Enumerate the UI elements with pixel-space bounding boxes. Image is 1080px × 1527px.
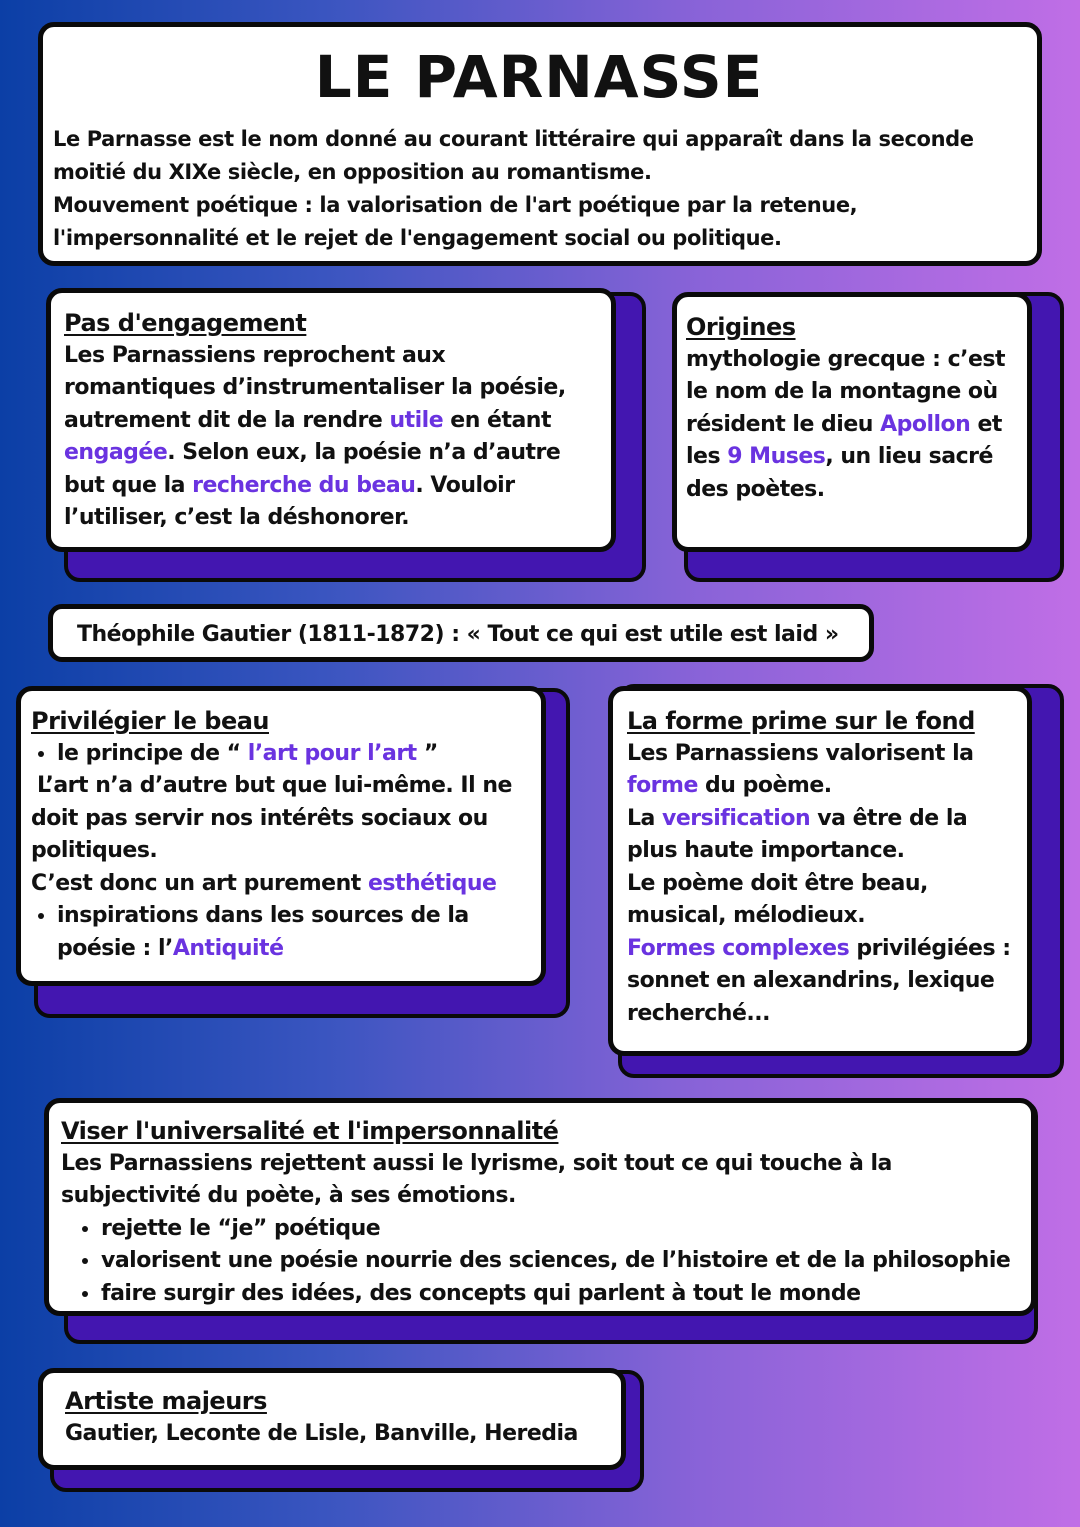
- keyword-esthetique: esthétique: [367, 870, 497, 896]
- origines-text: mythologie grecque : c’est le nom de la montagne où résident le dieu Apollon et les 9 Muses, un lieu sacré des poètes.: [686, 346, 1006, 502]
- beau-esthetique-line: C’est donc un art purement esthétique: [31, 870, 497, 896]
- engagement-heading: Pas d'engagement: [64, 309, 307, 337]
- gautier-quote: Théophile Gautier (1811-1872) : « Tout ce qui est utile est laid »: [77, 622, 839, 647]
- intro-definition: Le Parnasse est le nom donné au courant littéraire qui apparaît dans la seconde moitié du XIXe siècle, en opposition au romantisme.: [53, 127, 974, 184]
- keyword-9-muses: 9 Muses: [727, 444, 826, 469]
- universalite-bullet: • faire surgir des idées, des concepts qui parlent à tout le monde: [101, 1278, 1025, 1311]
- keyword-recherche-du-beau: recherche du beau: [192, 472, 416, 498]
- origines-card: [672, 292, 1032, 552]
- universalite-bullet: • rejette le “je” poétique: [101, 1213, 1025, 1246]
- beau-text: L’art n’a d’autre but que lui-même. Il ne doit pas servir nos intérêts sociaux ou politiques.: [31, 773, 512, 863]
- page-title: LE PARNASSE: [314, 43, 764, 111]
- keyword-formes-complexes: Formes complexes: [627, 935, 850, 961]
- quote-box: [48, 604, 874, 662]
- keyword-utile: utile: [389, 407, 444, 433]
- keyword-art-pour-art: l’art pour l’art: [247, 740, 417, 766]
- beau-card: [16, 686, 546, 986]
- artistes-list: Gautier, Leconte de Lisle, Banville, Heredia: [65, 1420, 578, 1446]
- keyword-antiquite: Antiquité: [172, 935, 284, 961]
- universalite-card: [44, 1098, 1036, 1316]
- forme-card: [608, 686, 1032, 1056]
- universalite-heading: Viser l'universalité et l'impersonnalité: [61, 1117, 559, 1145]
- beau-heading: Privilégier le beau: [31, 707, 269, 735]
- universalite-bullet: • valorisent une poésie nourrie des sciences, de l’histoire et de la philosophie: [101, 1245, 1025, 1278]
- keyword-apollon: Apollon: [880, 411, 971, 437]
- intro-card: [38, 22, 1042, 266]
- forme-text-1: Les Parnassiens valorisent la forme du poème.: [627, 740, 974, 798]
- forme-text-3: Le poème doit être beau, musical, mélodieux.: [627, 870, 928, 928]
- artistes-card: [38, 1368, 626, 1470]
- forme-heading: La forme prime sur le fond: [627, 707, 975, 735]
- keyword-engagee: engagée: [64, 440, 168, 465]
- origines-heading: Origines: [686, 313, 796, 341]
- forme-text-4: Formes complexes privilégiées : sonnet en alexandrins, lexique recherché...: [627, 935, 1011, 1026]
- engagement-text: Les Parnassiens reprochent aux romantiques d’instrumentaliser la poésie, autrement dit de la rendre utile en étant engagée. Selon eux, la poésie n’a d’autre but que la recherche du beau. Vouloir l’utiliser, c’est la déshonorer.: [64, 342, 566, 530]
- keyword-versification: versification: [662, 805, 811, 831]
- engagement-card: [46, 288, 616, 552]
- forme-text-2: La versification va être de la plus haute importance.: [627, 805, 968, 863]
- beau-bullet-principe: • le principe de “ l’art pour l’art ”: [57, 738, 531, 771]
- artistes-heading: Artiste majeurs: [65, 1387, 267, 1415]
- beau-bullet-inspirations: • inspirations dans les sources de la poésie : l’Antiquité: [57, 900, 531, 965]
- intro-movement: Mouvement poétique : la valorisation de l'art poétique par la retenue, l'impersonnalité et le rejet de l'engagement social ou politique.: [53, 193, 858, 250]
- keyword-forme: forme: [627, 773, 698, 798]
- universalite-text: Les Parnassiens rejettent aussi le lyrisme, soit tout ce qui touche à la subjectivité du poète, à ses émotions.: [61, 1150, 892, 1208]
